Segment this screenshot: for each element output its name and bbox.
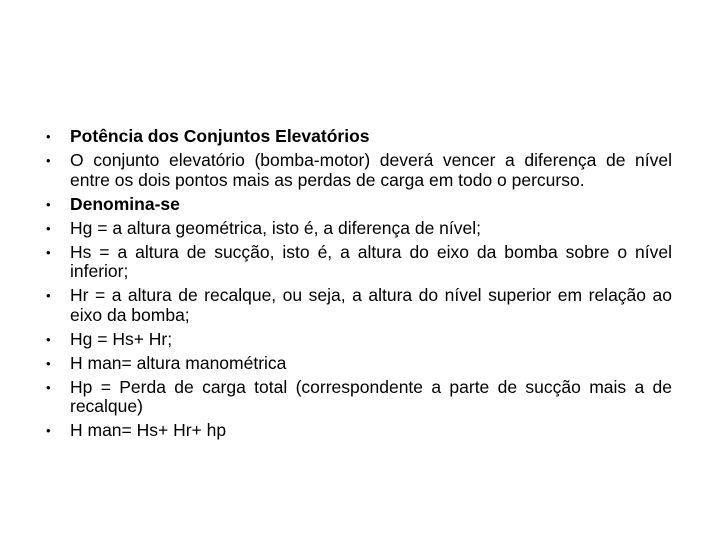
bullet-dot-icon: • <box>46 423 51 439</box>
bullet-dot-icon: • <box>46 379 51 395</box>
bullet-dot-icon: • <box>46 288 51 304</box>
bullet-dot-icon: • <box>46 152 51 168</box>
bullet-title <box>46 127 672 147</box>
bullet-item <box>46 243 672 282</box>
bullet-dot-icon: • <box>46 196 51 212</box>
bullet-text: Hs = a altura de sucção, isto é, a altura do eixo da bomba sobre o nível inferior; <box>70 241 672 282</box>
bullet-item <box>46 151 672 190</box>
bullet-dot-icon: • <box>46 129 51 144</box>
bullet-item <box>46 421 672 441</box>
bullet-text: Hg = Hs+ Hr; <box>70 328 173 349</box>
bullet-item <box>46 378 672 417</box>
bullet-dot-icon: • <box>46 355 51 371</box>
bullet-text: O conjunto elevatório (bomba-motor) deverá vencer a diferença de nível entre os dois pontos mais as perdas de carga em todo o percurso. <box>70 149 672 190</box>
bullet-subheading <box>46 195 672 215</box>
bullet-item <box>46 286 672 325</box>
bullet-dot-icon: • <box>46 244 51 260</box>
bullet-dot-icon: • <box>46 331 51 347</box>
bullet-text: Hg = a altura geométrica, isto é, a diferença de nível; <box>70 217 481 238</box>
bullet-item <box>46 330 672 350</box>
bullet-text: Denomina-se <box>70 193 180 214</box>
bullet-text: Hp = Perda de carga total (correspondente a parte de sucção mais a de recalque) <box>70 376 672 417</box>
bullet-list <box>46 127 672 445</box>
bullet-text: H man= Hs+ Hr+ hp <box>70 420 227 441</box>
bullet-item <box>46 219 672 239</box>
bullet-dot-icon: • <box>46 220 51 236</box>
bullet-item <box>46 354 672 374</box>
bullet-text: Potência dos Conjuntos Elevatórios <box>70 126 370 146</box>
bullet-text: H man= altura manométrica <box>70 352 287 373</box>
bullet-text: Hr = a altura de recalque, ou seja, a altura do nível superior em relação ao eixo da bomba; <box>70 285 672 325</box>
